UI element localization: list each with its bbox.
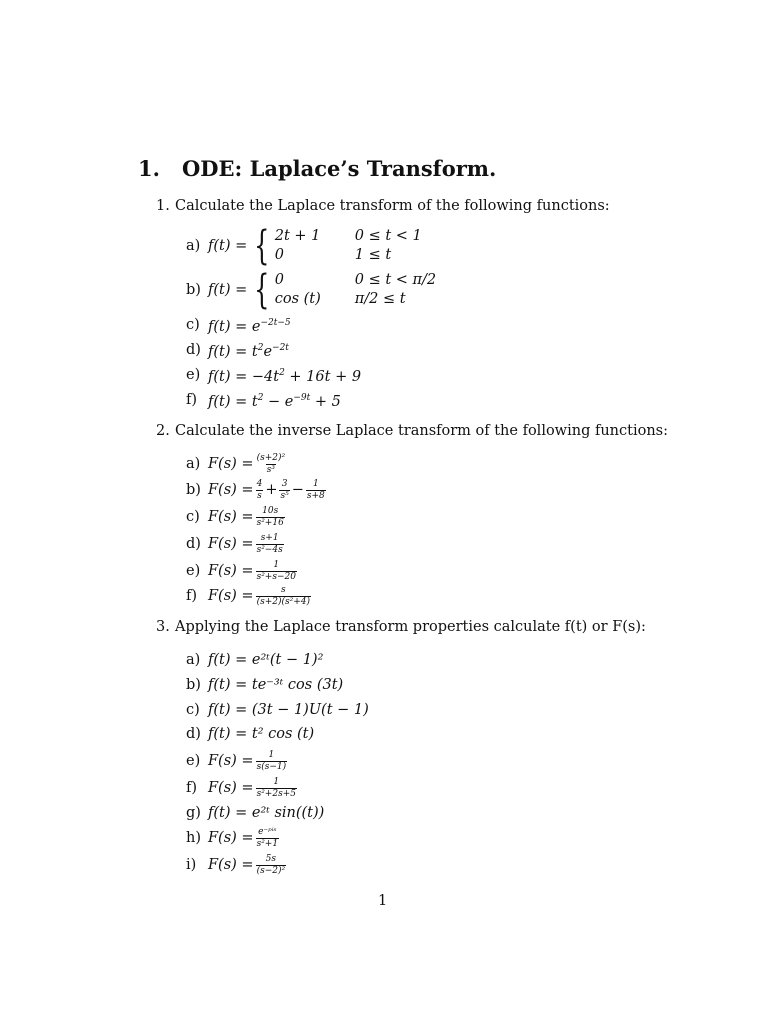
piecewise-cases [275, 271, 465, 309]
question-3 [156, 619, 646, 635]
fraction [256, 586, 311, 607]
item-label: b) [186, 282, 201, 298]
denominator: s²+s−20 [256, 571, 296, 582]
numerator: (s+2)² [256, 452, 286, 463]
question-2 [156, 423, 668, 439]
item-sup: 2 [257, 343, 264, 354]
q3-item-a [186, 649, 323, 671]
denominator: (s+2)(s²+4) [256, 596, 311, 607]
item-label: f) [186, 392, 198, 408]
q3-item-g [186, 802, 324, 824]
case-expr: 0 [274, 247, 284, 263]
q3-item-h [186, 827, 281, 849]
piecewise-cases [275, 227, 465, 265]
item-expr: f(t) = (3t − 1)U(t − 1) [208, 702, 369, 718]
q1-item-c [186, 314, 291, 336]
denominator: s+8 [306, 490, 325, 501]
brace-symbol: { [254, 223, 270, 269]
item-lhs: f(t) = [208, 282, 248, 298]
item-expr-rest: + 16t + 9 [284, 368, 362, 385]
item-expr: f(t) = e [208, 318, 261, 335]
denominator: s(s−1) [256, 761, 287, 772]
item-label: e) [186, 367, 201, 383]
fraction [256, 534, 284, 555]
item-label: b) [186, 677, 201, 693]
item-label: c) [186, 702, 200, 718]
q1-item-d [186, 339, 289, 361]
item-label: i) [186, 857, 197, 873]
operator: − [291, 482, 304, 498]
item-expr: f(t) = e²ᵗ(t − 1)² [208, 652, 324, 668]
fraction [256, 778, 297, 799]
item-expr: f(t) = e²ᵗ sin((t)) [208, 805, 325, 821]
section-number: 1. [138, 156, 160, 181]
q3-item-f [186, 777, 299, 799]
numerator: 4 [256, 478, 263, 489]
denominator: s³ [266, 464, 275, 475]
item-expr: f(t) = t [208, 393, 258, 410]
numerator: 10s [262, 505, 279, 516]
question-text: Calculate the Laplace transform of the following functions: [175, 198, 610, 214]
q3-item-b [186, 674, 343, 696]
numerator: e⁻ᵖⁱˢ [258, 826, 277, 837]
item-sup: −2t [272, 343, 289, 354]
case-expr: 0 [274, 272, 284, 288]
q3-item-i [186, 854, 288, 876]
denominator: s²+16 [256, 517, 284, 528]
question-text: Applying the Laplace transform properties calculate f(t) or F(s): [175, 619, 646, 635]
item-lhs: f(t) = [208, 238, 248, 254]
question-1 [156, 198, 610, 214]
section-title-text: ODE: Laplace’s Transform. [182, 156, 497, 181]
item-label: d) [186, 726, 201, 742]
question-text: Calculate the inverse Laplace transform of the following functions: [175, 423, 668, 439]
item-label: d) [186, 342, 201, 358]
item-label: f) [186, 588, 198, 604]
operator: + [265, 482, 278, 498]
item-lhs: F(s) = [208, 482, 254, 498]
denominator: s [257, 490, 262, 501]
section-title [138, 156, 496, 181]
item-lhs: F(s) = [208, 588, 254, 604]
q3-item-c [186, 699, 369, 721]
numerator: s [280, 584, 286, 595]
item-lhs: F(s) = [208, 456, 254, 472]
fraction [256, 828, 280, 849]
page-number: 1 [378, 893, 388, 909]
case-expr: cos (t) [274, 291, 321, 307]
denominator: s²+1 [256, 838, 279, 849]
item-sup: −2t−5 [260, 318, 291, 329]
q2-item-f [186, 585, 313, 607]
item-lhs: F(s) = [208, 780, 254, 796]
item-label: c) [186, 509, 200, 525]
q3-item-e [186, 750, 289, 772]
q2-item-b [186, 479, 328, 501]
q2-item-c [186, 506, 287, 528]
fraction [279, 480, 289, 501]
item-sup: 2 [257, 393, 264, 404]
item-expr: f(t) = t [208, 343, 258, 360]
item-lhs: F(s) = [208, 753, 254, 769]
case-cond: π/2 ≤ t [354, 291, 406, 307]
item-label: c) [186, 317, 200, 333]
denominator: (s−2)² [256, 865, 286, 876]
item-lhs: F(s) = [208, 830, 254, 846]
question-number: 2. [156, 423, 170, 439]
fraction [256, 751, 288, 772]
numerator: 1 [273, 559, 280, 570]
numerator: 1 [273, 776, 280, 787]
denominator: s²+2s+5 [256, 788, 296, 799]
question-number: 3. [156, 619, 170, 635]
fraction [256, 507, 285, 528]
q2-item-e [186, 560, 299, 582]
numerator: 5s [265, 853, 277, 864]
item-label: f) [186, 780, 198, 796]
item-label: g) [186, 805, 201, 821]
q1-item-a [186, 224, 465, 268]
q2-item-d [186, 533, 286, 555]
case-cond: 0 ≤ t < 1 [354, 228, 422, 244]
fraction [256, 561, 297, 582]
q1-item-f [186, 389, 341, 411]
item-label: a) [186, 238, 201, 254]
item-expr-rest: e [263, 343, 273, 360]
case-cond: 0 ≤ t < π/2 [354, 272, 437, 288]
numerator: s+1 [260, 532, 279, 543]
case-cond: 1 ≤ t [354, 247, 392, 263]
item-label: h) [186, 830, 201, 846]
item-lhs: F(s) = [208, 509, 254, 525]
q1-item-b [186, 268, 465, 312]
item-sup: 2 [279, 368, 285, 379]
item-label: a) [186, 456, 201, 472]
item-label: e) [186, 563, 201, 579]
q1-item-e [186, 364, 361, 386]
numerator: 3 [281, 478, 288, 489]
numerator: 1 [268, 749, 275, 760]
item-label: a) [186, 652, 201, 668]
item-expr: f(t) = t² cos (t) [208, 726, 315, 742]
q3-item-d [186, 723, 314, 745]
item-label: e) [186, 753, 201, 769]
item-expr-rest: + 5 [310, 393, 341, 410]
item-sup: −9t [293, 393, 311, 404]
q2-item-a [186, 453, 288, 475]
item-expr: f(t) = −4t [208, 368, 280, 385]
brace-symbol: { [254, 267, 270, 313]
fraction [256, 454, 287, 475]
case-expr: 2t + 1 [274, 228, 321, 244]
item-label: b) [186, 482, 201, 498]
item-lhs: F(s) = [208, 536, 254, 552]
fraction [256, 480, 264, 501]
item-expr: f(t) = te⁻³ᵗ cos (3t) [208, 677, 344, 693]
denominator: s²−4s [256, 544, 283, 555]
item-lhs: F(s) = [208, 563, 254, 579]
item-label: d) [186, 536, 201, 552]
fraction [306, 480, 326, 501]
item-expr-rest: − e [263, 393, 294, 410]
item-lhs: F(s) = [208, 857, 254, 873]
question-number: 1. [156, 198, 170, 214]
fraction [256, 855, 287, 876]
denominator: s⁵ [280, 490, 289, 501]
numerator: 1 [312, 478, 319, 489]
